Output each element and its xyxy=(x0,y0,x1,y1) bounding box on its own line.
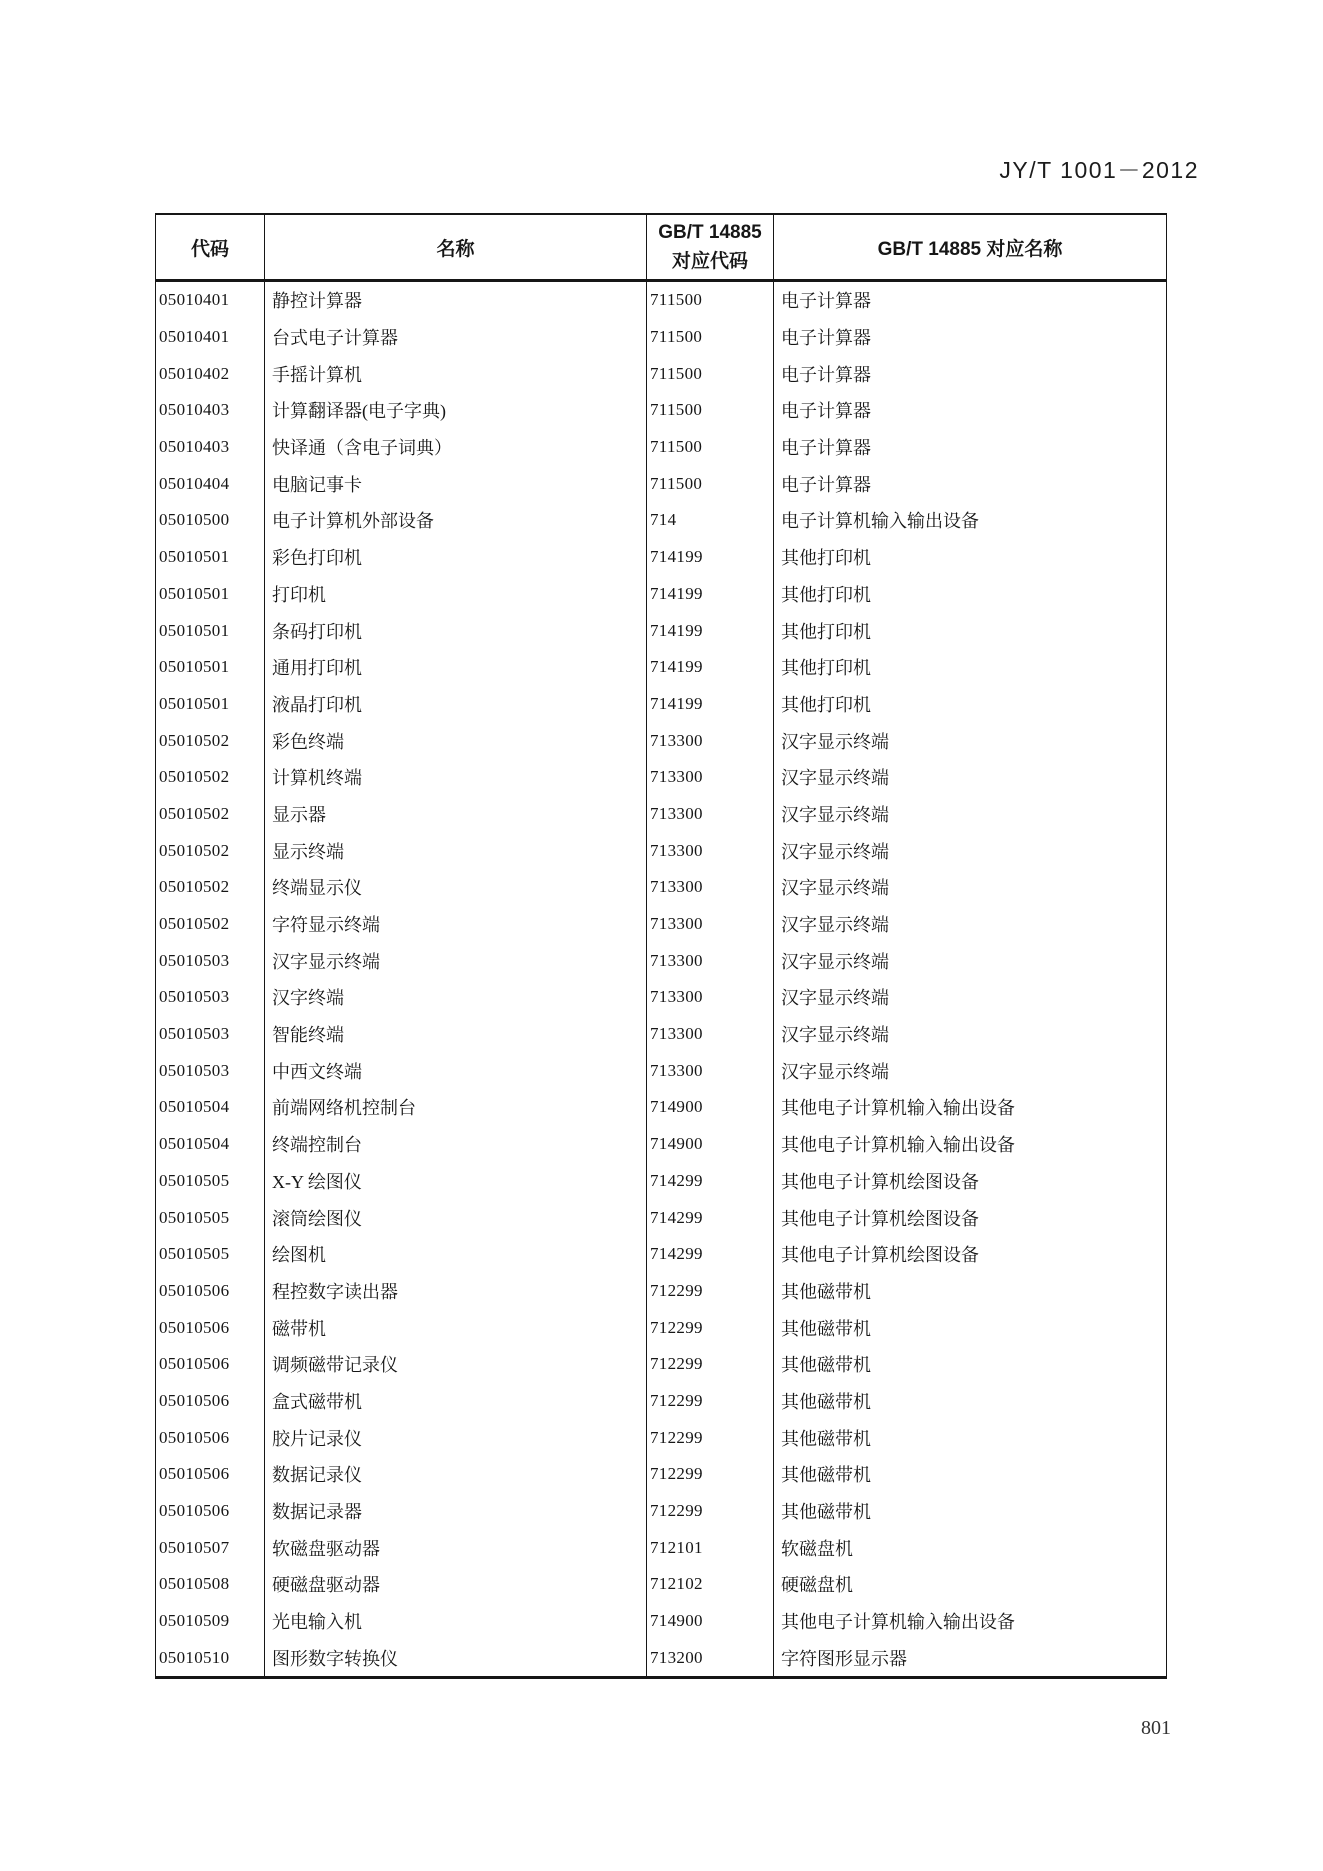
cell-gbt-code: 713200 xyxy=(647,1639,774,1677)
cell-gbt-name: 汉字显示终端 xyxy=(774,722,1167,759)
cell-gbt-name: 电子计算器 xyxy=(774,319,1167,356)
cell-name: 软磁盘驱动器 xyxy=(265,1529,647,1566)
cell-gbt-name: 其他电子计算机绘图设备 xyxy=(774,1163,1167,1200)
cell-gbt-code: 713300 xyxy=(647,942,774,979)
cell-gbt-name: 电子计算机输入输出设备 xyxy=(774,502,1167,539)
cell-gbt-name: 软磁盘机 xyxy=(774,1529,1167,1566)
cell-name: 数据记录器 xyxy=(265,1493,647,1530)
cell-code: 05010503 xyxy=(156,1052,265,1089)
cell-name: 液晶打印机 xyxy=(265,686,647,723)
table-row xyxy=(156,281,1167,319)
cell-code: 05010506 xyxy=(156,1346,265,1383)
table-row xyxy=(156,355,1167,392)
table-row xyxy=(156,1236,1167,1273)
cell-gbt-name: 其他电子计算机绘图设备 xyxy=(774,1199,1167,1236)
cell-name: 快译通（含电子词典） xyxy=(265,429,647,466)
cell-name: 终端控制台 xyxy=(265,1126,647,1163)
cell-name: 磁带机 xyxy=(265,1309,647,1346)
col-header-gbt-code-line2: 对应代码 xyxy=(671,251,748,272)
cell-name: 条码打印机 xyxy=(265,612,647,649)
cell-code: 05010504 xyxy=(156,1089,265,1126)
table-row xyxy=(156,906,1167,943)
cell-code: 05010506 xyxy=(156,1419,265,1456)
cell-code: 05010403 xyxy=(156,429,265,466)
table-row xyxy=(156,1016,1167,1053)
cell-code: 05010502 xyxy=(156,759,265,796)
cell-name: 光电输入机 xyxy=(265,1603,647,1640)
cell-name: 台式电子计算器 xyxy=(265,319,647,356)
table-row xyxy=(156,1163,1167,1200)
cell-code: 05010505 xyxy=(156,1236,265,1273)
cell-gbt-code: 712299 xyxy=(647,1456,774,1493)
table-row xyxy=(156,1419,1167,1456)
cell-name: 汉字显示终端 xyxy=(265,942,647,979)
cell-name: 终端显示仪 xyxy=(265,869,647,906)
cell-code: 05010502 xyxy=(156,906,265,943)
table-row xyxy=(156,832,1167,869)
cell-gbt-name: 其他电子计算机输入输出设备 xyxy=(774,1089,1167,1126)
table-row xyxy=(156,1346,1167,1383)
cell-gbt-code: 712101 xyxy=(647,1529,774,1566)
cell-gbt-name: 其他打印机 xyxy=(774,649,1167,686)
cell-gbt-name: 汉字显示终端 xyxy=(774,796,1167,833)
cell-gbt-name: 其他打印机 xyxy=(774,686,1167,723)
table-row xyxy=(156,539,1167,576)
cell-gbt-code: 712299 xyxy=(647,1309,774,1346)
cell-name: 手摇计算机 xyxy=(265,355,647,392)
table-row xyxy=(156,1456,1167,1493)
cell-gbt-code: 712299 xyxy=(647,1273,774,1310)
table-row xyxy=(156,1199,1167,1236)
cell-gbt-name: 其他电子计算机输入输出设备 xyxy=(774,1126,1167,1163)
table-row xyxy=(156,942,1167,979)
cell-code: 05010500 xyxy=(156,502,265,539)
cell-gbt-name: 电子计算器 xyxy=(774,355,1167,392)
cell-code: 05010506 xyxy=(156,1493,265,1530)
cell-code: 05010510 xyxy=(156,1639,265,1677)
cell-name: 汉字终端 xyxy=(265,979,647,1016)
table-row xyxy=(156,392,1167,429)
cell-gbt-code: 712299 xyxy=(647,1493,774,1530)
cell-name: 通用打印机 xyxy=(265,649,647,686)
cell-gbt-code: 712299 xyxy=(647,1419,774,1456)
cell-gbt-name: 汉字显示终端 xyxy=(774,759,1167,796)
table-row xyxy=(156,796,1167,833)
table-header-row xyxy=(156,214,1167,281)
cell-gbt-name: 其他打印机 xyxy=(774,539,1167,576)
table-row xyxy=(156,1493,1167,1530)
cell-gbt-code: 714199 xyxy=(647,612,774,649)
cell-gbt-name: 汉字显示终端 xyxy=(774,1052,1167,1089)
cell-gbt-code: 711500 xyxy=(647,429,774,466)
cell-gbt-code: 714199 xyxy=(647,539,774,576)
cell-gbt-name: 其他磁带机 xyxy=(774,1456,1167,1493)
table-row xyxy=(156,429,1167,466)
table-row xyxy=(156,1603,1167,1640)
cell-gbt-code: 712299 xyxy=(647,1346,774,1383)
cell-gbt-code: 713300 xyxy=(647,722,774,759)
cell-name: 电子计算机外部设备 xyxy=(265,502,647,539)
table-row xyxy=(156,649,1167,686)
table-row xyxy=(156,576,1167,613)
cell-code: 05010506 xyxy=(156,1309,265,1346)
cell-name: 中西文终端 xyxy=(265,1052,647,1089)
cell-code: 05010501 xyxy=(156,539,265,576)
cell-code: 05010401 xyxy=(156,319,265,356)
cell-gbt-name: 电子计算器 xyxy=(774,281,1167,319)
table-row xyxy=(156,759,1167,796)
cell-gbt-code: 711500 xyxy=(647,465,774,502)
cell-gbt-code: 714199 xyxy=(647,576,774,613)
cell-gbt-code: 714199 xyxy=(647,686,774,723)
cell-name: 数据记录仪 xyxy=(265,1456,647,1493)
cell-name: 调频磁带记录仪 xyxy=(265,1346,647,1383)
cell-gbt-code: 714199 xyxy=(647,649,774,686)
cell-gbt-name: 其他电子计算机输入输出设备 xyxy=(774,1603,1167,1640)
cell-gbt-code: 713300 xyxy=(647,869,774,906)
table-row xyxy=(156,612,1167,649)
cell-gbt-code: 714900 xyxy=(647,1603,774,1640)
cell-gbt-code: 713300 xyxy=(647,832,774,869)
cell-gbt-name: 其他磁带机 xyxy=(774,1273,1167,1310)
cell-code: 05010501 xyxy=(156,612,265,649)
cell-code: 05010502 xyxy=(156,722,265,759)
cell-code: 05010505 xyxy=(156,1199,265,1236)
cell-gbt-code: 713300 xyxy=(647,906,774,943)
cell-code: 05010509 xyxy=(156,1603,265,1640)
document-number: JY/T 1001－2012 xyxy=(999,157,1199,183)
table-row xyxy=(156,1273,1167,1310)
cell-gbt-name: 电子计算器 xyxy=(774,465,1167,502)
cell-gbt-name: 其他磁带机 xyxy=(774,1346,1167,1383)
cell-name: 彩色打印机 xyxy=(265,539,647,576)
cell-gbt-code: 714299 xyxy=(647,1199,774,1236)
table-row xyxy=(156,1309,1167,1346)
cell-gbt-name: 其他打印机 xyxy=(774,612,1167,649)
mapping-table xyxy=(155,213,1167,1679)
table-row xyxy=(156,1639,1167,1677)
cell-name: 智能终端 xyxy=(265,1016,647,1053)
cell-name: 显示终端 xyxy=(265,832,647,869)
cell-code: 05010503 xyxy=(156,979,265,1016)
table-body xyxy=(156,281,1167,1678)
cell-code: 05010502 xyxy=(156,869,265,906)
cell-gbt-code: 714299 xyxy=(647,1236,774,1273)
col-header-gbt-code xyxy=(647,214,774,281)
cell-code: 05010501 xyxy=(156,576,265,613)
cell-gbt-code: 714900 xyxy=(647,1126,774,1163)
cell-code: 05010506 xyxy=(156,1456,265,1493)
cell-gbt-code: 712299 xyxy=(647,1383,774,1420)
cell-gbt-name: 其他电子计算机绘图设备 xyxy=(774,1236,1167,1273)
table-row xyxy=(156,1089,1167,1126)
cell-name: 盒式磁带机 xyxy=(265,1383,647,1420)
table-row xyxy=(156,1383,1167,1420)
cell-gbt-name: 其他打印机 xyxy=(774,576,1167,613)
cell-code: 05010403 xyxy=(156,392,265,429)
cell-gbt-name: 其他磁带机 xyxy=(774,1309,1167,1346)
cell-name: 打印机 xyxy=(265,576,647,613)
cell-gbt-code: 714 xyxy=(647,502,774,539)
table-row xyxy=(156,465,1167,502)
cell-name: 前端网络机控制台 xyxy=(265,1089,647,1126)
cell-gbt-code: 711500 xyxy=(647,319,774,356)
cell-gbt-code: 713300 xyxy=(647,796,774,833)
cell-gbt-name: 其他磁带机 xyxy=(774,1383,1167,1420)
cell-name: 电脑记事卡 xyxy=(265,465,647,502)
col-header-gbt-name: GB/T 14885 对应名称 xyxy=(774,214,1167,281)
table-row xyxy=(156,869,1167,906)
page-number: 801 xyxy=(1141,1717,1171,1739)
cell-name: 彩色终端 xyxy=(265,722,647,759)
cell-gbt-name: 电子计算器 xyxy=(774,429,1167,466)
cell-code: 05010506 xyxy=(156,1383,265,1420)
cell-gbt-code: 713300 xyxy=(647,979,774,1016)
col-header-code: 代码 xyxy=(156,214,265,281)
table-row xyxy=(156,979,1167,1016)
cell-gbt-code: 712102 xyxy=(647,1566,774,1603)
cell-code: 05010503 xyxy=(156,942,265,979)
cell-gbt-code: 711500 xyxy=(647,281,774,319)
cell-gbt-name: 汉字显示终端 xyxy=(774,906,1167,943)
cell-name: 计算机终端 xyxy=(265,759,647,796)
cell-name: 计算翻译器(电子字典) xyxy=(265,392,647,429)
cell-code: 05010404 xyxy=(156,465,265,502)
cell-gbt-code: 713300 xyxy=(647,1016,774,1053)
table-row xyxy=(156,502,1167,539)
cell-code: 05010501 xyxy=(156,649,265,686)
cell-name: 显示器 xyxy=(265,796,647,833)
cell-code: 05010507 xyxy=(156,1529,265,1566)
cell-name: 硬磁盘驱动器 xyxy=(265,1566,647,1603)
cell-code: 05010401 xyxy=(156,281,265,319)
cell-gbt-code: 713300 xyxy=(647,759,774,796)
cell-gbt-name: 汉字显示终端 xyxy=(774,979,1167,1016)
cell-code: 05010506 xyxy=(156,1273,265,1310)
cell-name: 胶片记录仪 xyxy=(265,1419,647,1456)
cell-gbt-name: 硬磁盘机 xyxy=(774,1566,1167,1603)
cell-gbt-code: 711500 xyxy=(647,355,774,392)
cell-name: 程控数字读出器 xyxy=(265,1273,647,1310)
cell-gbt-name: 其他磁带机 xyxy=(774,1419,1167,1456)
cell-code: 05010505 xyxy=(156,1163,265,1200)
cell-code: 05010508 xyxy=(156,1566,265,1603)
cell-gbt-name: 电子计算器 xyxy=(774,392,1167,429)
col-header-name: 名称 xyxy=(265,214,647,281)
cell-gbt-name: 汉字显示终端 xyxy=(774,942,1167,979)
cell-name: 绘图机 xyxy=(265,1236,647,1273)
cell-name: 滚筒绘图仪 xyxy=(265,1199,647,1236)
table-row xyxy=(156,686,1167,723)
cell-gbt-name: 字符图形显示器 xyxy=(774,1639,1167,1677)
cell-code: 05010503 xyxy=(156,1016,265,1053)
cell-code: 05010501 xyxy=(156,686,265,723)
col-header-gbt-code-line1: GB/T 14885 xyxy=(658,221,762,243)
cell-code: 05010502 xyxy=(156,796,265,833)
cell-gbt-name: 汉字显示终端 xyxy=(774,869,1167,906)
table-row xyxy=(156,319,1167,356)
cell-name: X-Y 绘图仪 xyxy=(265,1163,647,1200)
cell-code: 05010502 xyxy=(156,832,265,869)
table-row xyxy=(156,1529,1167,1566)
cell-gbt-code: 711500 xyxy=(647,392,774,429)
cell-gbt-code: 713300 xyxy=(647,1052,774,1089)
table-row xyxy=(156,1052,1167,1089)
cell-code: 05010504 xyxy=(156,1126,265,1163)
table-row xyxy=(156,1566,1167,1603)
cell-gbt-code: 714900 xyxy=(647,1089,774,1126)
cell-name: 静控计算器 xyxy=(265,281,647,319)
cell-gbt-name: 汉字显示终端 xyxy=(774,1016,1167,1053)
cell-name: 图形数字转换仪 xyxy=(265,1639,647,1677)
cell-code: 05010402 xyxy=(156,355,265,392)
table-row xyxy=(156,722,1167,759)
table-row xyxy=(156,1126,1167,1163)
cell-gbt-name: 其他磁带机 xyxy=(774,1493,1167,1530)
cell-gbt-code: 714299 xyxy=(647,1163,774,1200)
cell-name: 字符显示终端 xyxy=(265,906,647,943)
cell-gbt-name: 汉字显示终端 xyxy=(774,832,1167,869)
